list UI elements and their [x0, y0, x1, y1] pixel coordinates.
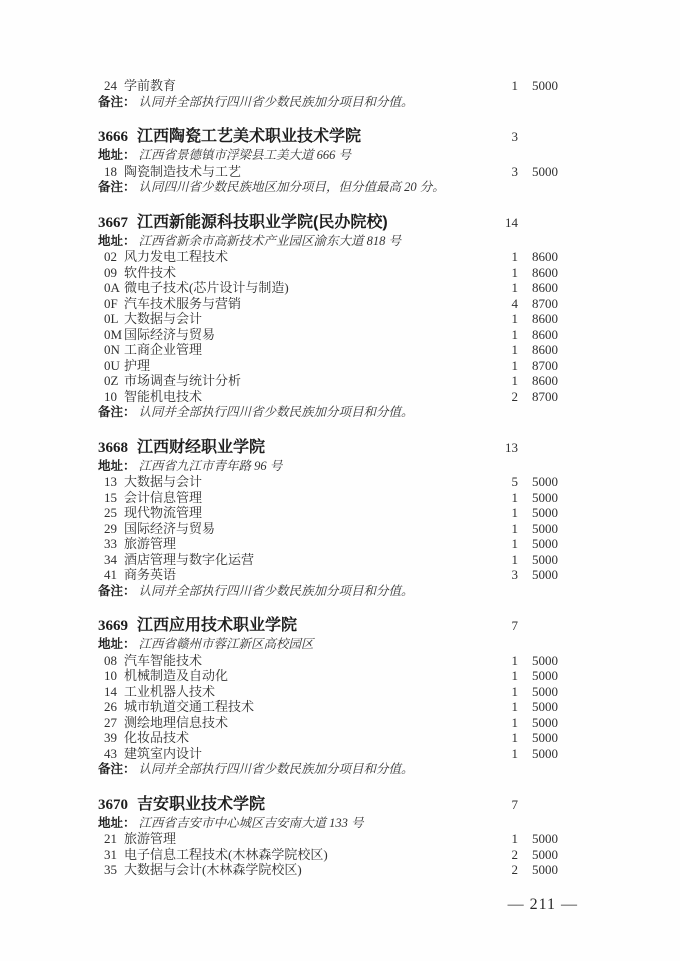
major-code: 09	[104, 264, 117, 280]
school-name: 吉安职业技术学院	[137, 795, 266, 813]
note-text: 认同并全部执行四川省少数民族加分项目和分值。	[138, 94, 414, 109]
school-title	[98, 213, 482, 233]
major-code: 0L	[104, 311, 119, 326]
address-text: 江西省景德镇市浮梁县工美大道 666 号	[138, 148, 352, 162]
major-code: 0Z	[104, 373, 119, 388]
major-row	[98, 490, 558, 506]
note-label: 备注：	[98, 405, 136, 419]
major-plan-count: 1	[511, 730, 518, 745]
major-tuition-fee: 8600	[532, 264, 558, 280]
note-text: 认同并全部执行四川省少数民族加分项目和分值。	[138, 405, 414, 419]
major-tuition-fee: 8600	[532, 311, 558, 326]
major-tuition-fee: 5000	[532, 745, 558, 761]
school-code: 3667	[98, 214, 128, 231]
note-line	[98, 94, 558, 111]
major-name: 测绘地理信息技术	[124, 714, 229, 730]
major-row	[98, 831, 558, 847]
major-tuition-fee: 8700	[532, 388, 558, 404]
major-name: 陶瓷制造技术与工艺	[124, 163, 242, 179]
major-name: 学前教育	[124, 78, 177, 93]
major-plan-count: 1	[511, 668, 518, 683]
page-number: — 211 —	[507, 896, 578, 913]
major-row	[98, 342, 558, 358]
school-header	[98, 127, 558, 147]
major-code: 25	[104, 505, 117, 520]
major-row	[98, 567, 558, 583]
major-code: 18	[104, 163, 117, 179]
major-plan-count: 1	[511, 714, 518, 730]
note-label: 备注：	[98, 762, 136, 776]
school-section	[98, 127, 558, 196]
major-row	[98, 715, 558, 731]
major-plan-count: 1	[511, 505, 518, 520]
address-line	[98, 636, 558, 653]
major-plan-count: 1	[511, 78, 518, 93]
major-tuition-fee: 5000	[532, 652, 558, 668]
major-row	[98, 249, 558, 265]
major-plan-count: 1	[511, 249, 518, 264]
major-tuition-fee: 5000	[532, 474, 558, 489]
major-plan-count: 5	[511, 474, 518, 489]
school-section	[98, 795, 558, 878]
major-plan-count: 2	[511, 388, 518, 404]
major-tuition-fee: 5000	[532, 714, 558, 730]
major-name: 智能机电技术	[124, 388, 203, 404]
note-line	[98, 761, 558, 778]
major-name: 大数据与会计(木林森学院校区)	[124, 862, 302, 877]
major-tuition-fee: 5000	[532, 668, 558, 683]
major-plan-count: 1	[511, 357, 518, 373]
major-code: 35	[104, 862, 117, 877]
major-row	[98, 474, 558, 490]
major-plan-count: 1	[511, 373, 518, 388]
major-tuition-fee: 5000	[532, 730, 558, 745]
major-name: 风力发电工程技术	[124, 249, 229, 264]
major-code: 0A	[104, 280, 120, 295]
major-tuition-fee: 5000	[532, 846, 558, 862]
major-name: 微电子技术(芯片设计与制造)	[124, 280, 289, 295]
address-label: 地址：	[98, 637, 136, 651]
major-code: 26	[104, 699, 117, 714]
major-code: 13	[104, 474, 117, 489]
major-plan-count: 1	[511, 326, 518, 342]
major-name: 电子信息工程技术(木林森学院校区)	[124, 846, 328, 862]
school-name: 江西陶瓷工艺美术职业技术学院	[137, 128, 362, 145]
school-header	[98, 616, 558, 636]
major-name: 旅游管理	[124, 536, 177, 551]
major-rows	[98, 831, 558, 878]
major-name: 软件技术	[124, 264, 177, 280]
major-code: 10	[104, 388, 117, 404]
major-row	[98, 653, 558, 669]
major-code: 14	[104, 683, 117, 699]
page-content	[98, 78, 558, 878]
major-name: 现代物流管理	[124, 505, 203, 520]
major-name: 汽车智能技术	[124, 652, 203, 668]
major-tuition-fee: 5000	[532, 567, 558, 582]
major-plan-count: 1	[511, 311, 518, 326]
major-name: 城市轨道交通工程技术	[124, 699, 255, 714]
major-plan-count: 1	[511, 280, 518, 295]
school-code: 3670	[98, 796, 128, 813]
school-total-plan: 14	[505, 214, 518, 230]
major-tuition-fee: 5000	[532, 163, 558, 179]
major-name: 护理	[124, 357, 151, 373]
major-plan-count: 1	[511, 699, 518, 714]
major-code: 0N	[104, 342, 120, 357]
major-plan-count: 1	[511, 489, 518, 505]
school-name: 江西应用技术职业学院	[137, 617, 298, 634]
school-title	[98, 438, 482, 458]
major-plan-count: 1	[511, 745, 518, 761]
major-row	[98, 552, 558, 568]
major-tuition-fee: 5000	[532, 551, 558, 567]
major-plan-count: 3	[511, 163, 518, 179]
major-tuition-fee: 8600	[532, 342, 558, 357]
major-name: 国际经济与贸易	[124, 326, 216, 342]
major-row	[98, 389, 558, 405]
school-total-plan: 13	[505, 439, 518, 455]
school-title	[98, 795, 482, 815]
school-code: 3666	[98, 129, 128, 145]
major-code: 24	[104, 78, 117, 93]
school-title	[98, 616, 482, 636]
school-section	[98, 213, 558, 421]
note-text: 认同并全部执行四川省少数民族加分项目和分值。	[138, 583, 414, 598]
major-rows	[98, 653, 558, 762]
major-name: 化妆品技术	[124, 730, 190, 745]
school-total-plan: 7	[511, 618, 518, 633]
major-tuition-fee: 5000	[532, 699, 558, 714]
address-text: 江西省九江市青年路 96 号	[138, 458, 283, 473]
major-name: 工业机器人技术	[124, 683, 216, 699]
major-code: 08	[104, 652, 117, 668]
major-code: 33	[104, 536, 117, 551]
major-rows	[98, 164, 558, 180]
major-tuition-fee: 5000	[532, 78, 558, 93]
address-line	[98, 147, 558, 164]
note-label: 备注：	[98, 180, 136, 194]
major-tuition-fee: 5000	[532, 683, 558, 699]
major-row	[98, 668, 558, 684]
major-code: 43	[104, 745, 117, 761]
major-plan-count: 2	[511, 862, 518, 877]
major-code: 02	[104, 249, 117, 264]
major-plan-count: 1	[511, 264, 518, 280]
major-name: 商务英语	[124, 567, 177, 582]
major-tuition-fee: 5000	[532, 536, 558, 551]
major-tuition-fee: 5000	[532, 505, 558, 520]
address-line	[98, 458, 558, 475]
major-row	[98, 684, 558, 700]
major-name: 机械制造及自动化	[124, 668, 229, 683]
major-plan-count: 1	[511, 652, 518, 668]
note-line	[98, 404, 558, 421]
major-name: 大数据与会计	[124, 474, 203, 489]
school-section	[98, 616, 558, 778]
school-total-plan: 3	[511, 129, 518, 144]
major-tuition-fee: 5000	[532, 520, 558, 536]
school-title	[98, 127, 482, 147]
major-plan-count: 1	[511, 683, 518, 699]
major-tuition-fee: 5000	[532, 489, 558, 505]
school-name: 江西新能源科技职业学院(民办院校)	[137, 213, 388, 231]
address-line	[98, 815, 558, 832]
address-label: 地址：	[98, 458, 136, 473]
major-rows	[98, 474, 558, 583]
note-label: 备注：	[98, 94, 136, 109]
major-name: 会计信息管理	[124, 489, 203, 505]
school-header	[98, 795, 558, 815]
address-text: 江西省赣州市蓉江新区高校园区	[138, 637, 314, 651]
major-row	[98, 164, 558, 180]
major-row	[98, 505, 558, 521]
major-rows	[98, 249, 558, 404]
note-label: 备注：	[98, 583, 136, 598]
major-name: 酒店管理与数字化运营	[124, 551, 255, 567]
major-row	[98, 699, 558, 715]
major-code: 41	[104, 567, 117, 582]
major-name: 工商企业管理	[124, 342, 203, 357]
major-plan-count: 1	[511, 342, 518, 357]
major-code: 15	[104, 489, 117, 505]
major-name: 市场调查与统计分析	[124, 373, 242, 388]
major-row	[98, 311, 558, 327]
major-tuition-fee: 5000	[532, 862, 558, 877]
major-code: 0M	[104, 326, 123, 342]
major-name: 旅游管理	[124, 831, 177, 846]
major-name: 建筑室内设计	[124, 745, 203, 761]
major-code: 27	[104, 714, 117, 730]
school-header	[98, 213, 558, 233]
major-row	[98, 746, 558, 762]
major-row	[98, 280, 558, 296]
school-name: 江西财经职业学院	[137, 438, 266, 456]
major-plan-count: 1	[511, 551, 518, 567]
note-text: 认同并全部执行四川省少数民族加分项目和分值。	[138, 762, 414, 776]
major-plan-count: 1	[511, 536, 518, 551]
major-row	[98, 373, 558, 389]
school-section	[98, 438, 558, 600]
major-plan-count: 2	[511, 846, 518, 862]
major-code: 39	[104, 730, 117, 745]
major-code: 0U	[104, 357, 120, 373]
school-code: 3669	[98, 618, 128, 634]
major-plan-count: 1	[511, 831, 518, 846]
major-code: 29	[104, 520, 117, 536]
major-code: 10	[104, 668, 117, 683]
address-label: 地址：	[98, 233, 136, 248]
major-code: 34	[104, 551, 117, 567]
note-text: 认同四川省少数民族地区加分项目，但分值最高 20 分。	[138, 180, 445, 194]
major-plan-count: 1	[511, 520, 518, 536]
address-label: 地址：	[98, 148, 136, 162]
major-name: 大数据与会计	[124, 311, 203, 326]
major-code: 31	[104, 846, 117, 862]
major-name: 汽车技术服务与营销	[124, 295, 242, 311]
major-row	[98, 358, 558, 374]
major-tuition-fee: 8600	[532, 326, 558, 342]
school-section	[98, 78, 558, 110]
note-line	[98, 179, 558, 196]
major-row	[98, 521, 558, 537]
major-plan-count: 3	[511, 567, 518, 582]
note-line	[98, 583, 558, 600]
major-code: 21	[104, 831, 117, 846]
school-code: 3668	[98, 439, 128, 456]
major-row	[98, 78, 558, 94]
major-row	[98, 296, 558, 312]
major-row	[98, 862, 558, 878]
major-tuition-fee: 5000	[532, 831, 558, 846]
address-text: 江西省吉安市中心城区吉安南大道 133 号	[138, 815, 364, 830]
major-tuition-fee: 8600	[532, 249, 558, 264]
major-tuition-fee: 8700	[532, 295, 558, 311]
school-total-plan: 7	[511, 796, 518, 812]
major-plan-count: 4	[511, 295, 518, 311]
school-header	[98, 438, 558, 458]
major-name: 国际经济与贸易	[124, 520, 216, 536]
major-tuition-fee: 8600	[532, 373, 558, 388]
major-row	[98, 536, 558, 552]
address-line	[98, 233, 558, 250]
major-row	[98, 847, 558, 863]
major-rows	[98, 78, 558, 94]
address-label: 地址：	[98, 815, 136, 830]
major-row	[98, 327, 558, 343]
major-row	[98, 730, 558, 746]
address-text: 江西省新余市高新技术产业园区渝东大道 818 号	[138, 233, 402, 248]
major-tuition-fee: 8600	[532, 280, 558, 295]
major-tuition-fee: 8700	[532, 357, 558, 373]
major-row	[98, 265, 558, 281]
major-code: 0F	[104, 295, 118, 311]
